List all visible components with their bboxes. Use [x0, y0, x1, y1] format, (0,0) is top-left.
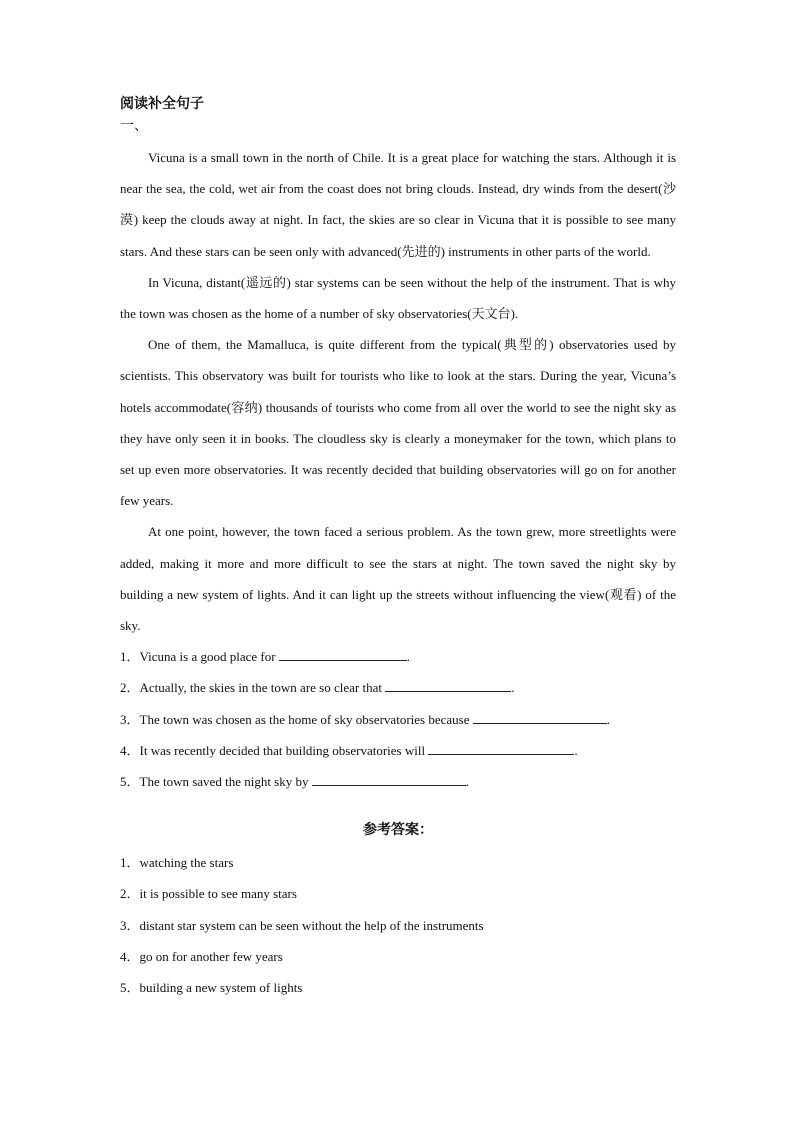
question-end: .: [406, 649, 411, 665]
answer-4: [120, 941, 676, 972]
passage-paragraph-4: At one point, however, the town faced a serious problem. As the town grew, more streetlights were added, making it more and more difficult to see the stars at night. The town saved the night sky by building a new system of lights. And it can light up the streets without influencing the view(观看) of the sky.: [120, 524, 676, 634]
question-number: 3．: [120, 711, 140, 727]
answer-number: 2．: [120, 886, 140, 902]
answer-text: it is possible to see many stars: [139, 886, 297, 902]
passage-paragraph-3: One of them, the Mamalluca, is quite different from the typical(典型的) observatories used by scientists. This observatory was built for tourists who like to look at the stars. During the year, Vicuna’s hotels accommodate(容纳) thousands of tourists who come from all over the world to see the night sky as they have only seen it in books. The cloudless sky is clearly a moneymaker for the town, which plans to set up even more observatories. It was recently decided that building observatories will go on for another few years.: [120, 337, 676, 509]
answers-title: 参考答案：: [363, 823, 433, 839]
answer-number: 3．: [120, 917, 140, 933]
answer-number: 1．: [120, 855, 140, 871]
passage-paragraph-2: In Vicuna, distant(遥远的) star systems can be seen without the help of the instrument. That is why the town was chosen as the home of a number of sky observatories(天文台).: [120, 274, 676, 322]
question-text: Vicuna is a good place for: [139, 649, 279, 665]
question-end: .: [465, 774, 469, 790]
answer-text: watching the stars: [139, 855, 234, 871]
section-number: 一、: [120, 119, 148, 134]
answer-number: 5．: [120, 980, 140, 996]
question-number: 5．: [120, 774, 140, 790]
answer-text: building a new system of lights: [139, 980, 303, 996]
answer-5: [120, 972, 676, 1003]
question-text: The town saved the night sky by: [139, 774, 312, 790]
answer-blank: [428, 742, 574, 755]
question-end: .: [574, 742, 578, 758]
question-1: [120, 641, 676, 672]
question-5: [120, 766, 676, 797]
question-3: [120, 704, 676, 735]
question-number: 1．: [120, 649, 140, 665]
passage-paragraph-1: Vicuna is a small town in the north of Chile. It is a great place for watching the stars. Although it is near the sea, the cold, wet air from the coast does not bring clouds. Instead, dry winds from the desert(沙漠) keep the clouds away at night. In fact, the skies are so clear in Vicuna that it is possible to see many stars. And these stars can be seen only with advanced(先进的) instruments in other parts of the world.: [120, 150, 676, 259]
question-text: The town was chosen as the home of sky observatories because: [139, 711, 473, 727]
answer-text: distant star system can be seen without the help of the instruments: [139, 917, 484, 933]
question-list: [120, 641, 676, 797]
question-2: [120, 672, 676, 703]
answer-blank: [385, 679, 511, 692]
answer-1: [120, 847, 676, 878]
answer-text: go on for another few years: [139, 948, 283, 964]
question-number: 4．: [120, 742, 140, 758]
question-end: .: [606, 711, 610, 727]
answer-blank: [279, 648, 407, 661]
answer-2: [120, 878, 676, 909]
answer-blank: [473, 711, 607, 724]
question-4: [120, 735, 676, 766]
document-title: 阅读补全句子: [120, 97, 204, 112]
answer-list: [120, 847, 676, 1003]
question-number: 2．: [120, 680, 140, 696]
reading-passage: [120, 142, 676, 641]
answer-3: [120, 910, 676, 941]
answer-blank: [312, 773, 466, 786]
answer-number: 4．: [120, 948, 140, 964]
question-text: It was recently decided that building observatories will: [139, 742, 429, 758]
question-text: Actually, the skies in the town are so clear that: [139, 680, 386, 696]
question-end: .: [511, 680, 515, 696]
